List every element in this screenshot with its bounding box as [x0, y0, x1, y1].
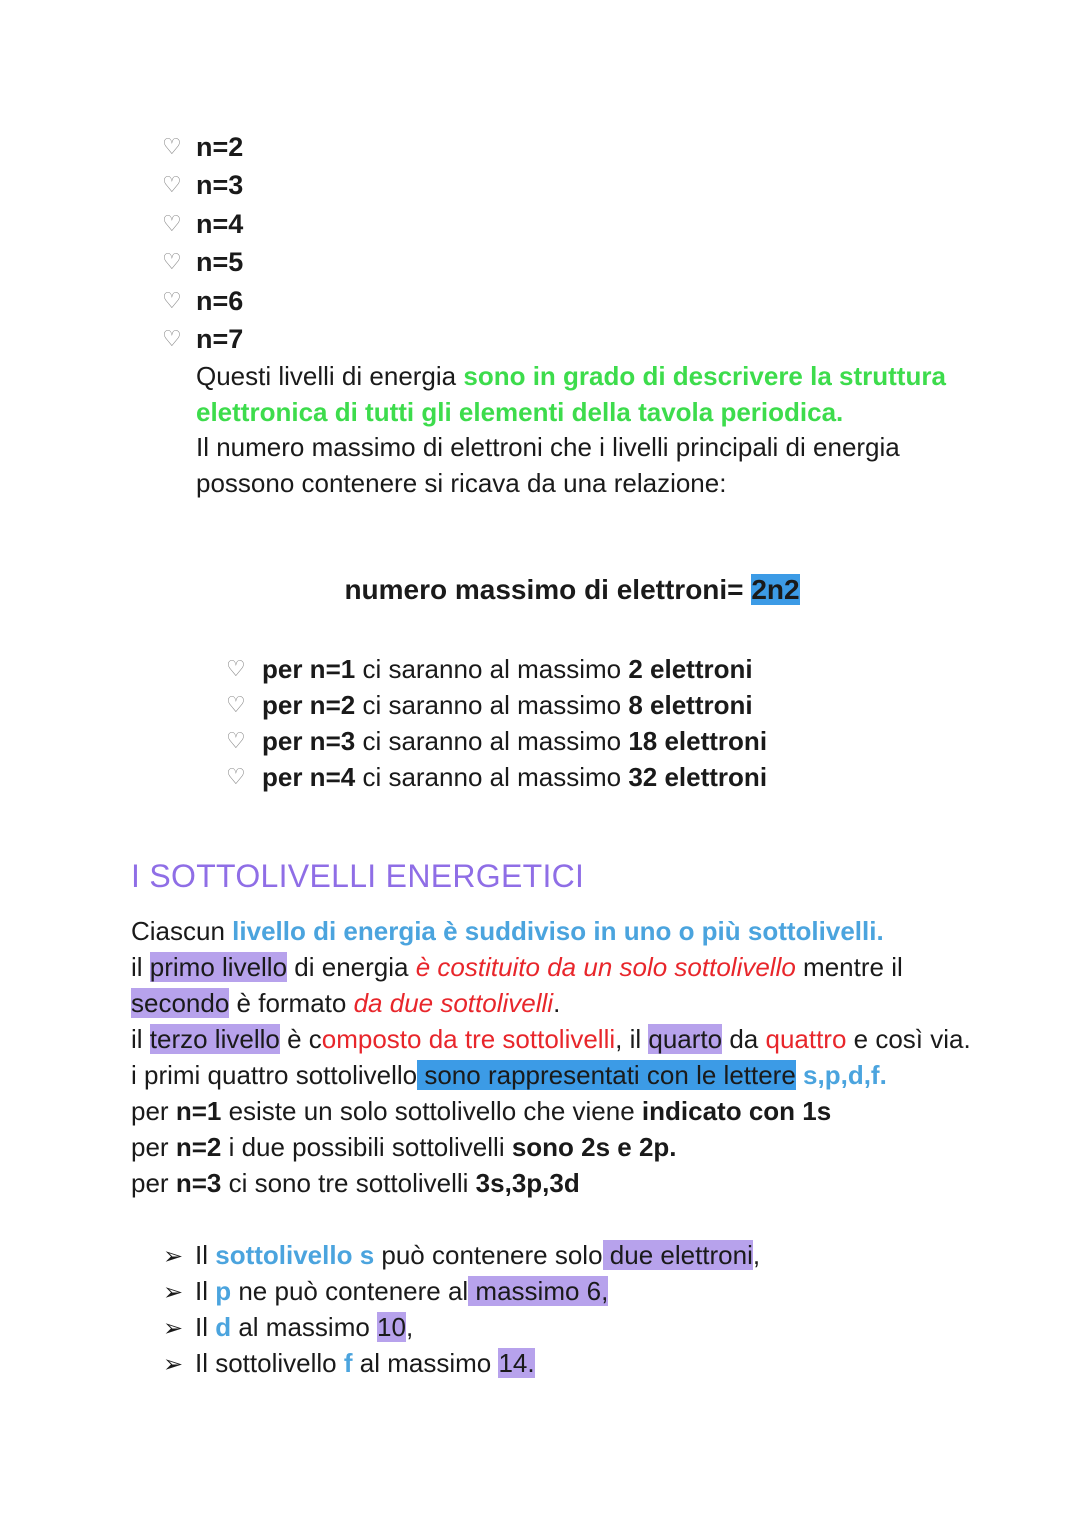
list-item: [162, 243, 243, 281]
highlight-blue-text: s,p,d,f.: [795, 1060, 887, 1090]
heart-outline-icon: ♡: [162, 134, 182, 159]
list-item: [226, 651, 767, 687]
electron-count: 8 elettroni: [628, 690, 753, 720]
heart-outline-icon: ♡: [162, 325, 182, 351]
level-label: n=6: [196, 285, 244, 316]
text-span: per: [131, 1096, 176, 1126]
text-span: ci sono tre sottolivelli: [221, 1168, 476, 1198]
text-span: i primi quattro sottolivello: [131, 1060, 418, 1090]
text-span: ci saranno al massimo: [355, 654, 629, 684]
arrowhead-icon: ➢: [163, 1351, 184, 1378]
max-electrons-list: [226, 651, 767, 795]
text-span: è formato: [229, 988, 354, 1018]
condition: per n=1: [262, 654, 356, 684]
level-label: n=3: [196, 170, 244, 201]
text-span: Il: [195, 1312, 216, 1342]
text-span: ci saranno al massimo: [355, 726, 629, 756]
condition: per n=2: [262, 690, 356, 720]
level-label: n=7: [196, 323, 244, 354]
list-item: [226, 723, 767, 759]
text-span: esiste un solo sottolivello che viene: [221, 1096, 642, 1126]
text-span: Il sottolivello: [195, 1348, 344, 1378]
highlight-purple-text: due elettroni: [602, 1240, 753, 1270]
arrowhead-icon: ➢: [163, 1315, 184, 1342]
text-span: Ciascun: [131, 916, 233, 946]
bold-text: n=3: [175, 1168, 222, 1198]
highlight-green-text: sono in grado di descrivere la struttura elettronica di tutti gli elementi della tavola periodica.: [196, 361, 946, 427]
list-item: [162, 166, 243, 204]
highlight-purple-text: primo livello: [149, 952, 288, 982]
highlight-blue-bg-text: sono rappresentati con le lettere: [417, 1060, 796, 1090]
highlight-red-text: omposto da tre sottolivelli: [321, 1024, 616, 1054]
text-span: , il: [615, 1024, 649, 1054]
text-span: Il: [195, 1276, 216, 1306]
heart-outline-icon: ♡: [226, 656, 246, 681]
energy-levels-paragraph: [196, 359, 956, 502]
text-span: ci saranno al massimo: [355, 762, 629, 792]
electron-count: 2 elettroni: [628, 654, 753, 684]
text-span: i due possibili sottolivelli: [221, 1132, 512, 1162]
text-span: da: [722, 1024, 766, 1054]
highlight-purple-text: 14.: [498, 1348, 535, 1378]
heart-outline-icon: ♡: [226, 692, 246, 717]
formula-label: numero massimo di elettroni=: [344, 574, 752, 605]
heart-outline-icon: ♡: [226, 764, 246, 789]
list-item: [163, 1273, 760, 1309]
list-item: [226, 687, 767, 723]
text-span: ,: [405, 1312, 414, 1342]
text-span: il: [131, 1024, 150, 1054]
text-span: il: [131, 952, 150, 982]
text-span: al massimo: [231, 1312, 378, 1342]
highlight-purple-text: terzo livello: [149, 1024, 280, 1054]
max-electrons-formula: [0, 574, 1080, 606]
highlight-purple-text: 10: [377, 1312, 406, 1342]
text-span: e così via.: [846, 1024, 971, 1054]
list-item: [226, 759, 767, 795]
electron-count: 18 elettroni: [628, 726, 768, 756]
condition: per n=4: [262, 762, 356, 792]
highlight-red-text: è costituito da un solo sottolivello: [415, 952, 796, 982]
formula-value: 2n2: [751, 574, 800, 605]
highlight-blue-text: d: [215, 1312, 232, 1342]
list-item: [163, 1237, 760, 1273]
list-item: [163, 1309, 760, 1345]
sublevels-paragraph: [131, 913, 1011, 1201]
list-item: [162, 320, 243, 358]
heart-outline-icon: ♡: [162, 249, 182, 275]
highlight-purple-text: massimo 6,: [468, 1276, 609, 1306]
electron-count: 32 elettroni: [628, 762, 768, 792]
highlight-red-text: quattro: [765, 1024, 847, 1054]
level-label: n=5: [196, 247, 244, 278]
arrowhead-icon: ➢: [163, 1243, 184, 1270]
highlight-blue-text: livello di energia è suddiviso in uno o più sottolivelli.: [232, 916, 884, 946]
text-span: per: [131, 1132, 176, 1162]
text-span: Questi livelli di energia: [196, 361, 464, 391]
list-item: [163, 1345, 760, 1381]
text-span: ci saranno al massimo: [355, 690, 629, 720]
text-span: di energia: [287, 952, 416, 982]
bold-text: sono 2s e 2p.: [511, 1132, 677, 1162]
text-span: Il: [195, 1240, 216, 1270]
list-item: [162, 282, 243, 320]
highlight-blue-text: sottolivello s: [215, 1240, 375, 1270]
text-span: è c: [279, 1024, 322, 1054]
highlight-purple-text: secondo: [131, 988, 230, 1018]
text-span: .: [553, 988, 561, 1018]
heart-outline-icon: ♡: [162, 210, 182, 236]
arrowhead-icon: ➢: [163, 1279, 184, 1306]
list-item: [162, 128, 243, 166]
highlight-blue-text: p: [215, 1276, 232, 1306]
bold-text: n=1: [175, 1096, 222, 1126]
section-title: I SOTTOLIVELLI ENERGETICI: [131, 858, 585, 894]
heart-outline-icon: ♡: [162, 287, 182, 313]
text-span: Il numero massimo di elettroni che i livelli principali di energia possono contenere si ricava da una relazione:: [196, 432, 900, 499]
sublevel-capacity-list: [163, 1237, 760, 1381]
condition: per n=3: [262, 726, 356, 756]
text-span: ne può contenere al: [231, 1276, 469, 1306]
text-span: ,: [752, 1240, 761, 1270]
heart-outline-icon: ♡: [162, 172, 182, 198]
heart-outline-icon: ♡: [226, 728, 246, 753]
highlight-red-text: da due sottolivelli: [353, 988, 554, 1018]
list-item: [162, 205, 243, 243]
highlight-purple-text: quarto: [648, 1024, 723, 1054]
text-span: può contenere solo: [374, 1240, 603, 1270]
level-label: n=4: [196, 208, 244, 239]
energy-levels-list: [162, 128, 243, 358]
text-span: mentre il: [795, 952, 903, 982]
text-span: per: [131, 1168, 176, 1198]
bold-text: n=2: [175, 1132, 222, 1162]
bold-text: indicato con 1s: [641, 1096, 832, 1126]
level-label: n=2: [196, 132, 244, 162]
text-span: al massimo: [352, 1348, 499, 1378]
bold-text: 3s,3p,3d: [475, 1168, 580, 1198]
highlight-blue-text: f: [343, 1348, 353, 1378]
